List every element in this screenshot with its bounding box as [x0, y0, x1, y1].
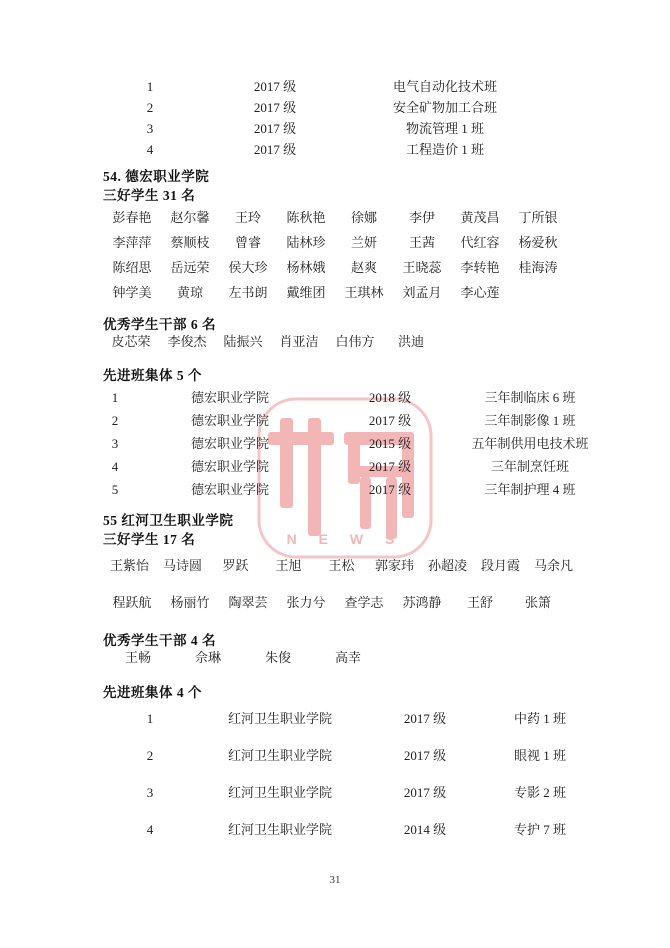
row-number: 1 — [111, 390, 119, 405]
class-cell: 工程造价 1 班 — [405, 142, 484, 157]
class-cell: 三年制影像 1 班 — [484, 413, 576, 428]
student-name: 朱俊 — [264, 650, 291, 665]
name-row — [103, 280, 573, 305]
student-name: 肖亚洁 — [279, 334, 319, 349]
student-name: 陆振兴 — [223, 334, 263, 349]
section-54-sanhao-names — [103, 205, 573, 305]
student-name: 李心莲 — [460, 285, 500, 300]
student-name: 李萍萍 — [112, 235, 152, 250]
student-name: 苏鸿静 — [402, 595, 442, 610]
student-name: 代红容 — [460, 235, 500, 250]
school-cell: 红河卫生职业学院 — [227, 785, 332, 800]
section-55-xianjin-table — [105, 700, 595, 848]
table-row — [100, 455, 630, 478]
student-name: 陶翠芸 — [228, 595, 268, 610]
student-name: 岳远荣 — [170, 260, 210, 275]
student-name: 赵爽 — [350, 260, 377, 275]
school-cell: 德宏职业学院 — [190, 413, 269, 428]
table-row — [105, 811, 595, 848]
grade-cell: 2015 级 — [368, 436, 412, 451]
class-cell: 三年制烹饪班 — [490, 459, 569, 474]
school-cell: 德宏职业学院 — [190, 436, 269, 451]
class-cell: 专护 7 班 — [513, 822, 566, 837]
student-name: 蔡顺枝 — [170, 235, 210, 250]
class-cell: 中药 1 班 — [513, 711, 566, 726]
class-cell: 电气自动化技术班 — [392, 79, 497, 94]
grade-cell: 2017 级 — [253, 121, 297, 136]
school-cell: 红河卫生职业学院 — [227, 711, 332, 726]
section-55-sanhao-row-1 — [103, 556, 583, 576]
student-name: 孙超凌 — [427, 558, 467, 573]
top-class-table — [105, 76, 565, 160]
student-name: 王晓蕊 — [402, 260, 442, 275]
row-number: 2 — [146, 100, 154, 115]
section-54-youxiu-heading: 优秀学生干部 6 名 — [103, 317, 216, 332]
table-row — [105, 118, 565, 139]
student-name: 杨爱秋 — [518, 235, 558, 250]
class-cell: 眼视 1 班 — [513, 748, 566, 763]
student-name: 皮芯荣 — [111, 334, 151, 349]
student-name: 王玲 — [234, 210, 261, 225]
student-name: 张箫 — [524, 595, 551, 610]
name-row — [103, 230, 573, 255]
student-name: 佘琳 — [194, 650, 221, 665]
student-name: 桂海涛 — [518, 260, 558, 275]
section-55-xianjin-heading: 先进班集体 4 个 — [103, 685, 202, 700]
section-54-youxiu-names — [103, 332, 443, 352]
student-name: 王舒 — [466, 595, 493, 610]
row-number: 1 — [146, 79, 154, 94]
class-cell: 三年制临床 6 班 — [484, 390, 576, 405]
student-name: 徐娜 — [350, 210, 377, 225]
student-name: 王畅 — [124, 650, 151, 665]
student-name: 王琪林 — [344, 285, 384, 300]
section-55-youxiu-names — [103, 648, 383, 668]
row-number: 3 — [146, 785, 154, 800]
student-name: 刘孟月 — [402, 285, 442, 300]
table-row — [100, 478, 630, 501]
student-name: 段月霞 — [480, 558, 520, 573]
section-54-sanhao-heading: 三好学生 31 名 — [103, 188, 196, 203]
student-name: 钟学美 — [112, 285, 152, 300]
student-name: 马诗圆 — [162, 558, 202, 573]
row-number: 4 — [146, 822, 154, 837]
school-cell: 红河卫生职业学院 — [227, 748, 332, 763]
student-name: 曾睿 — [234, 235, 261, 250]
section-54-xianjin-table — [100, 386, 630, 501]
grade-cell: 2017 级 — [253, 100, 297, 115]
student-name: 白伟方 — [335, 334, 375, 349]
school-cell: 德宏职业学院 — [190, 459, 269, 474]
table-row — [105, 737, 595, 774]
class-cell: 五年制供用电技术班 — [471, 436, 589, 451]
grade-cell: 2017 级 — [368, 459, 412, 474]
class-cell: 专影 2 班 — [513, 785, 566, 800]
student-name: 王紫怡 — [109, 558, 149, 573]
grade-cell: 2017 级 — [403, 711, 447, 726]
table-row — [105, 700, 595, 737]
row-number: 2 — [111, 413, 119, 428]
student-name: 郭家玮 — [374, 558, 414, 573]
student-name: 陈秋艳 — [286, 210, 326, 225]
grade-cell: 2014 级 — [403, 822, 447, 837]
student-name: 杨林娥 — [286, 260, 326, 275]
grade-cell: 2017 级 — [403, 785, 447, 800]
section-55-youxiu-heading: 优秀学生干部 4 名 — [103, 633, 216, 648]
class-cell: 安全矿物加工合班 — [392, 100, 497, 115]
student-name: 彭春艳 — [112, 210, 152, 225]
table-row — [105, 97, 565, 118]
row-number: 2 — [146, 748, 154, 763]
school-cell: 德宏职业学院 — [190, 482, 269, 497]
row-number: 1 — [146, 711, 154, 726]
student-name: 戴维团 — [286, 285, 326, 300]
school-cell: 德宏职业学院 — [190, 390, 269, 405]
student-name: 左书朗 — [228, 285, 268, 300]
section-55-title: 55 红河卫生职业学院 — [103, 513, 234, 528]
table-row — [100, 432, 630, 455]
student-name: 李俊杰 — [167, 334, 207, 349]
student-name: 洪迪 — [397, 334, 424, 349]
table-row — [105, 774, 595, 811]
section-54-xianjin-heading: 先进班集体 5 个 — [103, 368, 202, 383]
grade-cell: 2017 级 — [403, 748, 447, 763]
name-row — [103, 205, 573, 230]
student-name: 王茜 — [408, 235, 435, 250]
table-row — [105, 139, 565, 160]
student-name: 王松 — [328, 558, 355, 573]
student-name: 高幸 — [334, 650, 361, 665]
table-row — [100, 409, 630, 432]
grade-cell: 2017 级 — [253, 142, 297, 157]
student-name: 陈绍思 — [112, 260, 152, 275]
student-name: 张力兮 — [286, 595, 326, 610]
student-name: 程跃航 — [112, 595, 152, 610]
section-55-sanhao-row-2 — [103, 593, 573, 613]
class-cell: 物流管理 1 班 — [405, 121, 484, 136]
section-54-title: 54. 德宏职业学院 — [103, 169, 210, 184]
table-row — [105, 76, 565, 97]
row-number: 3 — [146, 121, 154, 136]
student-name: 赵尔馨 — [170, 210, 210, 225]
student-name: 陆林珍 — [286, 235, 326, 250]
row-number: 5 — [111, 482, 119, 497]
student-name: 侯大珍 — [228, 260, 268, 275]
row-number: 4 — [146, 142, 154, 157]
grade-cell: 2017 级 — [368, 413, 412, 428]
table-row — [100, 386, 630, 409]
student-name: 罗跃 — [222, 558, 249, 573]
student-name: 马余凡 — [533, 558, 573, 573]
school-cell: 红河卫生职业学院 — [227, 822, 332, 837]
student-name: 黄茂昌 — [460, 210, 500, 225]
student-name: 查学志 — [344, 595, 384, 610]
section-55-sanhao-heading: 三好学生 17 名 — [103, 532, 196, 547]
student-name: 王旭 — [275, 558, 302, 573]
name-row — [103, 255, 573, 280]
grade-cell: 2017 级 — [253, 79, 297, 94]
student-name: 兰妍 — [350, 235, 377, 250]
svg-text:N E W S: N E W S — [286, 531, 404, 547]
grade-cell: 2018 级 — [368, 390, 412, 405]
student-name: 丁所银 — [518, 210, 558, 225]
class-cell: 三年制护理 4 班 — [484, 482, 576, 497]
student-name: 黄琼 — [176, 285, 203, 300]
row-number: 4 — [111, 459, 119, 474]
grade-cell: 2017 级 — [368, 482, 412, 497]
student-name: 李转艳 — [460, 260, 500, 275]
row-number: 3 — [111, 436, 119, 451]
page-number: 31 — [329, 874, 341, 886]
student-name: 李伊 — [408, 210, 435, 225]
student-name: 杨丽竹 — [170, 595, 210, 610]
